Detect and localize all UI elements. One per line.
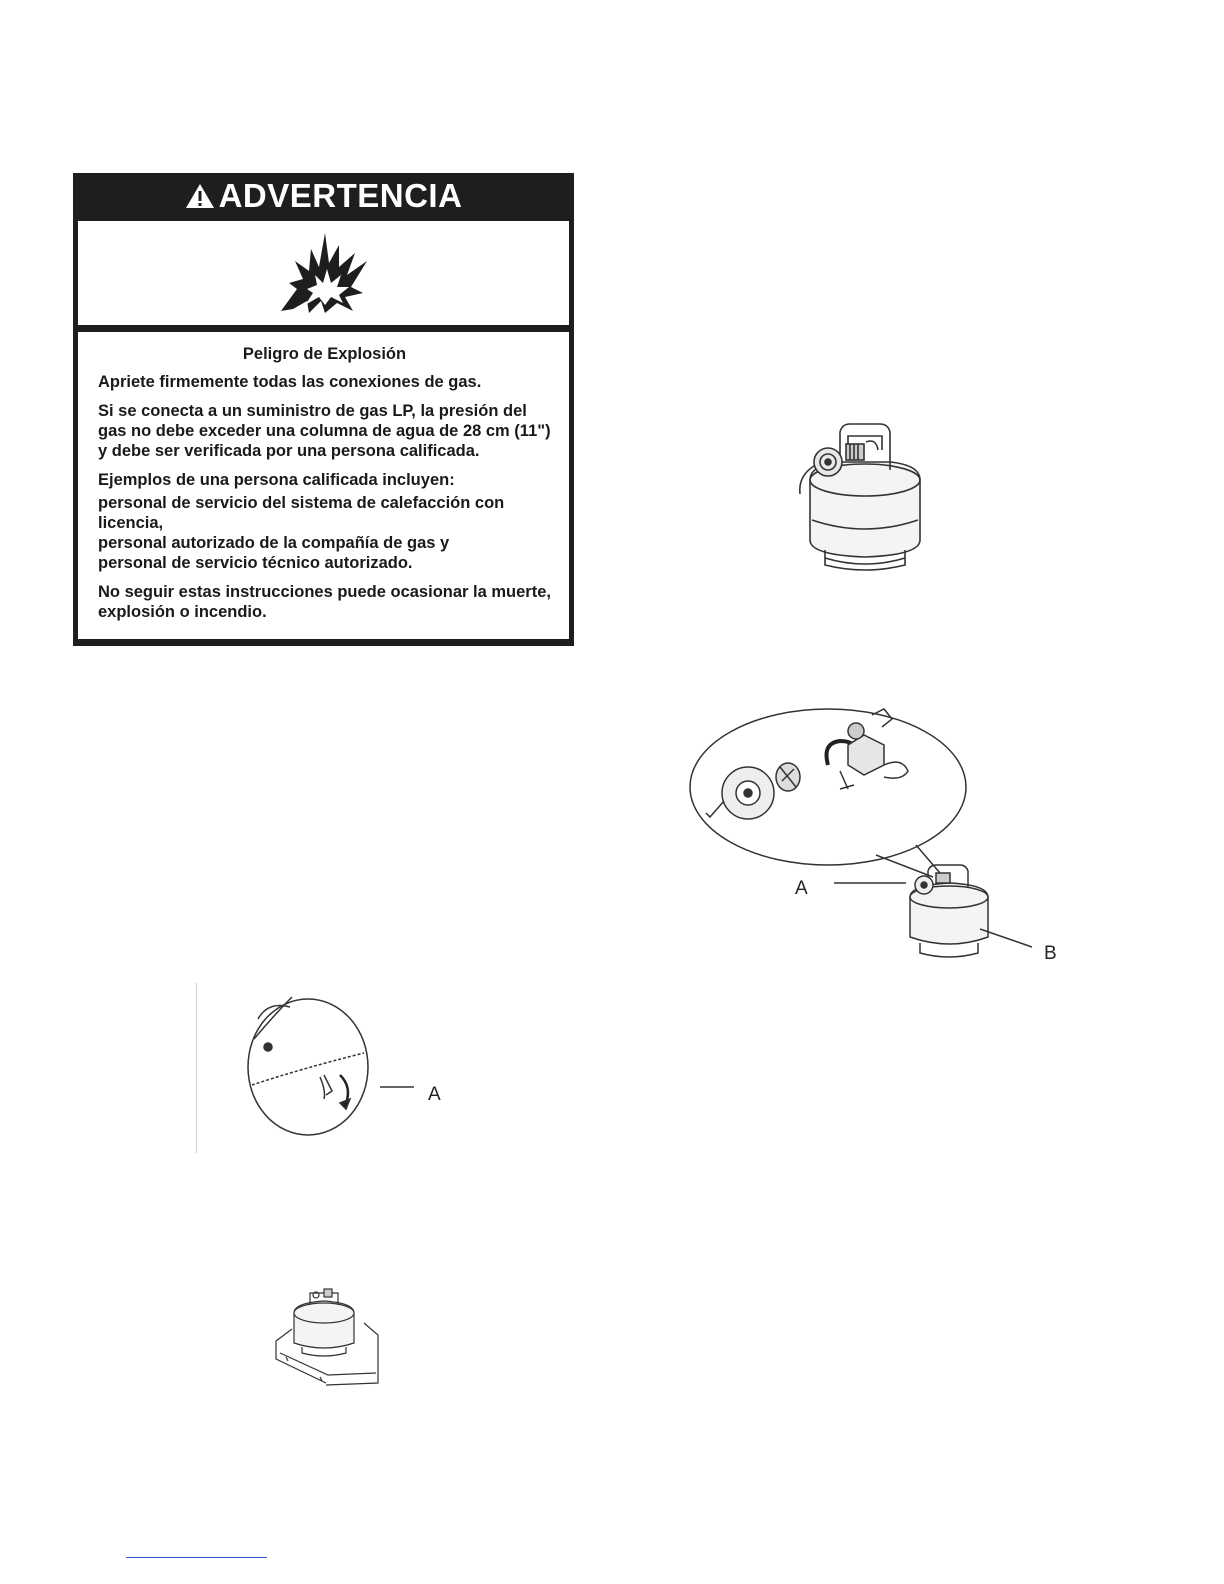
- warning-subtitle: Peligro de Explosión: [242, 345, 407, 363]
- warning-body: [76, 330, 571, 641]
- warning-paragraph: Si se conecta a un suministro de gas LP, la presión del gas no debe exceder una columna de agua de 28 cm (11") y debe ser verificada por una persona calificada.: [98, 402, 551, 460]
- warning-icon-area: [76, 219, 571, 327]
- figure-label-a: A: [795, 878, 808, 899]
- tank-on-base-illustration: [272, 1285, 387, 1390]
- figure-left-border: [196, 983, 197, 1153]
- warning-box: [73, 173, 574, 646]
- warning-title: ADVERTENCIA: [218, 177, 463, 214]
- figure-label-a: A: [428, 1084, 441, 1105]
- valve-rotation-illustration: [240, 995, 420, 1140]
- warning-paragraph: Ejemplos de una persona calificada incluyen:: [98, 471, 455, 489]
- warning-paragraph: No seguir estas instrucciones puede ocasionar la muerte, explosión o incendio.: [98, 583, 551, 621]
- warning-triangle-icon: [185, 183, 215, 209]
- footer-link-underline[interactable]: [126, 1557, 267, 1558]
- tank-valve-detail-illustration: [688, 705, 1078, 970]
- warning-paragraph: Apriete firmemente todas las conexiones de gas.: [98, 373, 482, 391]
- warning-header: [76, 173, 571, 219]
- lp-tank-illustration: [780, 410, 950, 580]
- explosion-icon: [279, 231, 369, 315]
- warning-paragraph: personal de servicio del sistema de calefacción con licencia, personal autorizado de la compañía de gas y personal de servicio técnico autorizado.: [98, 494, 505, 572]
- figure-label-b: B: [1044, 943, 1057, 964]
